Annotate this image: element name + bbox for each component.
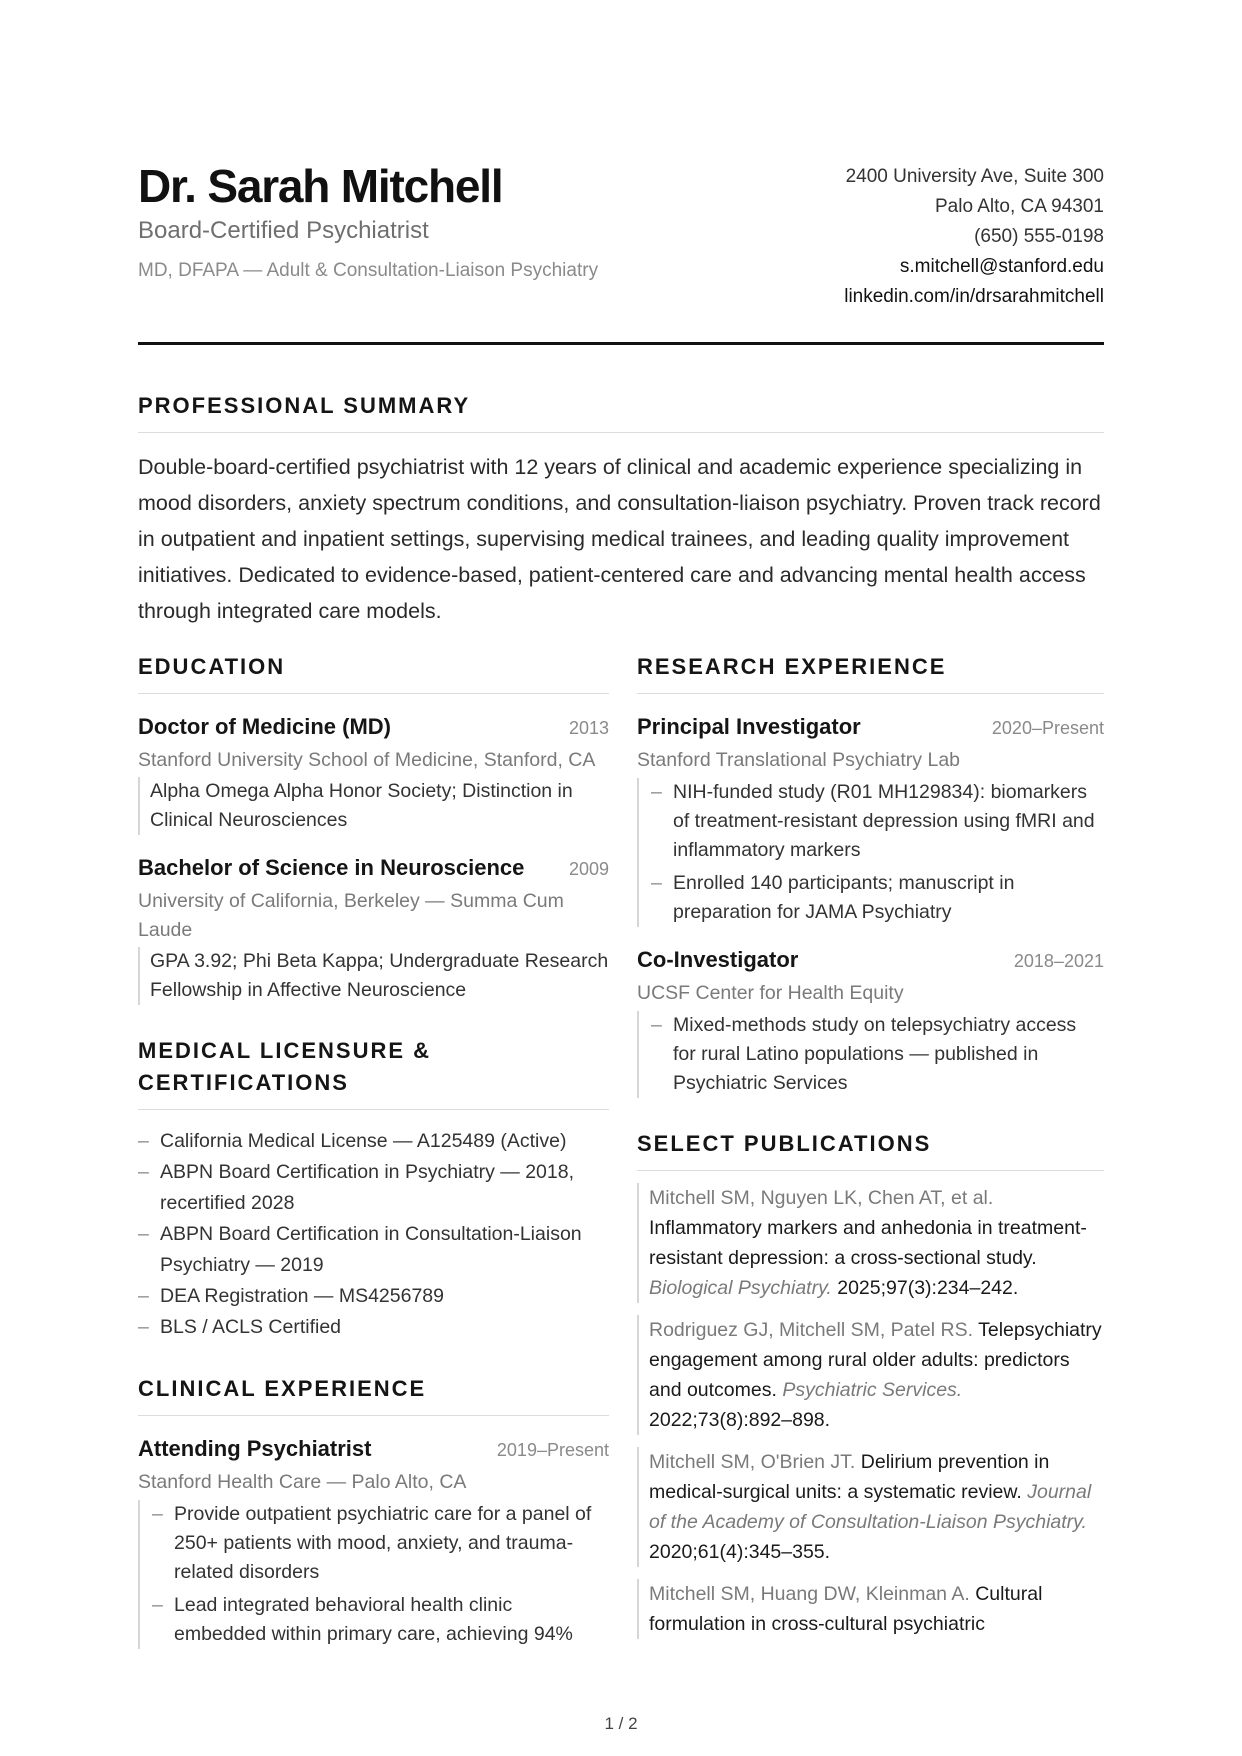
research-entry	[637, 710, 1104, 927]
licensure-list	[138, 1126, 609, 1343]
organization-name: Stanford Health Care — Palo Alto, CA	[138, 1471, 467, 1493]
section-heading-education: EDUCATION	[138, 651, 609, 694]
left-column	[138, 651, 609, 1653]
publication-journal: Biological Psychiatry.	[649, 1277, 832, 1299]
address-line-1: 2400 University Ave, Suite 300	[845, 166, 1104, 187]
header-divider	[138, 342, 1104, 345]
research-entry	[637, 943, 1104, 1098]
list-item: – Enrolled 140 participants; manuscript in preparation for JAMA Psychiatry	[649, 869, 1104, 927]
list-item: – NIH-funded study (R01 MH129834): biomarkers of treatment-resistant depression using fMRI and inflammatory markers	[649, 778, 1104, 865]
publication-authors: Rodriguez GJ, Mitchell SM, Patel RS.	[649, 1319, 974, 1341]
publication-title: Inflammatory markers and anhedonia in treatment-resistant depression: a cross-sectional study.	[649, 1217, 1087, 1269]
education-note: GPA 3.92; Phi Beta Kappa; Undergraduate Research Fellowship in Affective Neuroscience	[138, 947, 609, 1005]
publication-item	[637, 1315, 1104, 1435]
publication-title: Cultural formulation in cross-cultural psychiatric	[649, 1583, 1043, 1635]
publication-journal: Journal of the Academy of Consultation-Liaison Psychiatry.	[649, 1481, 1092, 1533]
role-bullets	[637, 1011, 1104, 1098]
role-dates: 2019–Present	[496, 1440, 609, 1460]
list-item: – BLS / ACLS Certified	[138, 1312, 609, 1343]
school-name: Stanford University School of Medicine, Stanford, CA	[138, 749, 596, 771]
role-title: Co-Investigator	[637, 947, 799, 972]
credentials-line: MD, DFAPA — Adult & Consultation-Liaison Psychiatry	[138, 260, 599, 281]
list-item: – ABPN Board Certification in Consultation-Liaison Psychiatry — 2019	[138, 1219, 609, 1281]
publication-authors: Mitchell SM, Huang DW, Kleinman A.	[649, 1583, 970, 1605]
publication-citation: 2025;97(3):234–242.	[837, 1277, 1019, 1299]
organization-name: UCSF Center for Health Equity	[637, 982, 904, 1004]
publication-title: Delirium prevention in medical-surgical units: a systematic review.	[649, 1451, 1050, 1503]
publication-authors: Mitchell SM, O'Brien JT.	[649, 1451, 856, 1473]
phone-number: (650) 555-0198	[974, 226, 1104, 247]
role-dates: 2020–Present	[991, 718, 1104, 738]
address-line-2: Palo Alto, CA 94301	[934, 196, 1104, 217]
list-item: – Mixed-methods study on telepsychiatry access for rural Latino populations — published in Psychiatric Services	[649, 1011, 1104, 1098]
list-item: – ABPN Board Certification in Psychiatry — 2018, recertified 2028	[138, 1157, 609, 1219]
role-title: Attending Psychiatrist	[138, 1436, 372, 1461]
professional-title: Board-Certified Psychiatrist	[138, 217, 429, 244]
section-heading-research: RESEARCH EXPERIENCE	[637, 651, 1104, 694]
contact-block	[844, 162, 1104, 312]
education-note: Alpha Omega Alpha Honor Society; Distinction in Clinical Neurosciences	[138, 777, 609, 835]
clinical-entry	[138, 1432, 609, 1649]
list-item: – California Medical License — A125489 (Active)	[138, 1126, 609, 1157]
candidate-name: Dr. Sarah Mitchell	[138, 160, 503, 212]
linkedin-link[interactable]: linkedin.com/in/drsarahmitchell	[844, 286, 1104, 307]
section-heading-clinical: CLINICAL EXPERIENCE	[138, 1373, 609, 1416]
page-indicator: 1 / 2	[604, 1714, 638, 1733]
summary-text: Double-board-certified psychiatrist with 12 years of clinical and academic experience specializing in mood disorders, anxiety spectrum conditions, and consultation-liaison psychiatry. Proven track record in outpatient and inpatient settings, supervising medical trainees, and leading quality improvement initiatives. Dedicated to evidence-based, patient-centered care and advancing mental health access through integrated care models.	[138, 455, 1101, 623]
publication-item	[637, 1579, 1104, 1639]
resume-header	[138, 156, 1104, 348]
degree-title: Bachelor of Science in Neuroscience	[138, 855, 525, 880]
list-item: – DEA Registration — MS4256789	[138, 1281, 609, 1312]
section-heading-licensure: MEDICAL LICENSURE & CERTIFICATIONS	[138, 1035, 609, 1110]
summary-section	[138, 390, 1104, 629]
degree-year: 2009	[568, 859, 609, 879]
education-entry	[138, 710, 609, 835]
role-bullets	[637, 778, 1104, 927]
organization-name: Stanford Translational Psychiatry Lab	[637, 749, 961, 771]
publication-authors: Mitchell SM, Nguyen LK, Chen AT, et al.	[649, 1187, 994, 1209]
section-heading-summary: PROFESSIONAL SUMMARY	[138, 390, 1104, 433]
publication-item	[637, 1183, 1104, 1303]
list-item: – Lead integrated behavioral health clinic embedded within primary care, achieving 94%	[150, 1591, 609, 1649]
publication-citation: 2020;61(4):345–355.	[649, 1541, 831, 1563]
publication-journal: Psychiatric Services.	[782, 1379, 963, 1401]
publication-citation: 2022;73(8):892–898.	[649, 1409, 831, 1431]
publication-title: Telepsychiatry engagement among rural older adults: predictors and outcomes.	[649, 1319, 1102, 1401]
degree-year: 2013	[568, 718, 609, 738]
email-link[interactable]: s.mitchell@stanford.edu	[899, 256, 1104, 277]
right-column	[637, 651, 1104, 1639]
school-name: University of California, Berkeley — Summa Cum Laude	[138, 890, 564, 941]
role-dates: 2018–2021	[1013, 951, 1104, 971]
list-item: – Provide outpatient psychiatric care for a panel of 250+ patients with mood, anxiety, and trauma-related disorders	[150, 1500, 609, 1587]
role-bullets	[138, 1500, 609, 1649]
section-heading-publications: SELECT PUBLICATIONS	[637, 1128, 1104, 1171]
role-title: Principal Investigator	[637, 714, 861, 739]
education-entry	[138, 851, 609, 1005]
degree-title: Doctor of Medicine (MD)	[138, 714, 391, 739]
publication-item	[637, 1447, 1104, 1567]
